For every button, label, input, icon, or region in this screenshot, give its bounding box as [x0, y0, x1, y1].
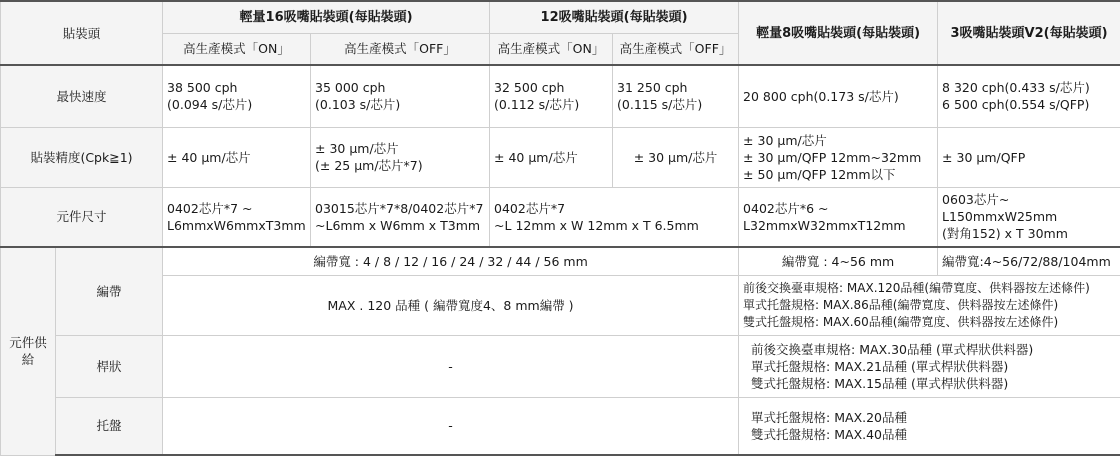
- size-min: 0402芯片*7: [494, 200, 566, 216]
- speed-per-chip: (0.094 s/芯片): [167, 97, 253, 113]
- accuracy-value-qfp-small: ± 50 μm/QFP 12mm以下: [743, 166, 896, 182]
- tape-max-single-tray: 單式托盤規格: MAX.86品種(編帶寬度、供料器按左述條件): [743, 297, 1059, 312]
- stick-double-tray: 雙式托盤規格: MAX.15品種 (單式桿狀供料器): [751, 375, 1009, 391]
- speed-cell-3-nozzle: [938, 65, 1120, 127]
- row-label-speed: 最快速度: [1, 65, 163, 127]
- size-cell-16-on: [163, 187, 311, 247]
- size-min: 0603芯片~: [942, 192, 1010, 208]
- speed-per-chip: (0.103 s/芯片): [315, 97, 401, 113]
- tape-width-main: 編帶寬 : 4 / 8 / 12 / 16 / 24 / 32 / 44 / 56 mm: [163, 247, 739, 275]
- stick-single-tray: 單式托盤規格: MAX.21品種 (單式桿狀供料器): [751, 358, 1009, 374]
- accuracy-cell-16-on: [163, 127, 311, 187]
- size-max: ~L 12mm x W 12mm x T 6.5mm: [494, 217, 699, 233]
- row-label-tray: 托盤: [56, 397, 163, 455]
- corner-header: 貼裝頭: [1, 1, 163, 65]
- speed-value-chip: 8 320 cph(0.433 s/芯片): [942, 80, 1090, 96]
- speed-value: 35 000 cph: [315, 80, 386, 96]
- accuracy-value: ± 30 μm/芯片: [633, 149, 718, 165]
- size-min: 0402芯片*7 ~: [167, 200, 253, 216]
- group-header-3-nozzle: 3吸嘴貼裝頭V2(每貼裝頭): [938, 1, 1120, 65]
- mode-header-16-off: 高生產模式「OFF」: [311, 33, 490, 65]
- size-max: L32mmxW32mmxT12mm: [743, 217, 906, 233]
- stick-main: -: [163, 335, 739, 397]
- row-label-accuracy: 貼裝精度(Cpk≧1): [1, 127, 163, 187]
- accuracy-value-qfp-large: ± 30 μm/QFP 12mm~32mm: [743, 149, 922, 165]
- tray-double-tray: 雙式托盤規格: MAX.40品種: [751, 426, 908, 442]
- accuracy-cell-16-off: [311, 127, 490, 187]
- size-min: 0402芯片*6 ~: [743, 200, 829, 216]
- stick-right: [739, 335, 1120, 397]
- accuracy-value: ± 30 μm/芯片: [315, 141, 399, 156]
- speed-value: 38 500 cph: [167, 80, 238, 96]
- size-cell-16-off: [311, 187, 490, 247]
- mode-header-16-on: 高生產模式「ON」: [163, 33, 311, 65]
- tape-width-8-nozzle: 編帶寬 : 4~56 mm: [739, 247, 938, 275]
- size-max: ~L6mm x W6mm x T3mm: [315, 217, 481, 233]
- speed-cell-16-off: [311, 65, 490, 127]
- tray-main: -: [163, 397, 739, 455]
- size-cell-8-nozzle: [739, 187, 938, 247]
- size-cell-3-nozzle: [938, 187, 1120, 247]
- group-header-16-nozzle: 輕量16吸嘴貼裝頭(每貼裝頭): [163, 1, 490, 33]
- tray-right: [739, 397, 1120, 455]
- tape-max-main: MAX . 120 品種 ( 編帶寬度4、8 mm編帶 ): [163, 275, 739, 335]
- size-max: L150mmxW25mm: [942, 209, 1058, 225]
- speed-value: 32 500 cph: [494, 80, 565, 96]
- accuracy-value-alt: (± 25 μm/芯片*7): [315, 158, 423, 173]
- group-header-12-nozzle: 12吸嘴貼裝頭(每貼裝頭): [490, 1, 739, 33]
- tape-max-right: [739, 275, 1120, 335]
- size-max: L6mmxW6mmxT3mm: [167, 217, 306, 233]
- row-label-tape: 編帶: [56, 247, 163, 335]
- speed-cell-12-on: [490, 65, 613, 127]
- stick-trolley: 前後交換臺車規格: MAX.30品種 (單式桿狀供料器): [751, 341, 1034, 357]
- speed-value: 31 250 cph: [617, 80, 688, 96]
- tape-max-double-tray: 雙式托盤規格: MAX.60品種(編帶寬度、供料器按左述條件): [743, 314, 1059, 329]
- speed-value-qfp: 6 500 cph(0.554 s/QFP): [942, 97, 1090, 113]
- speed-value: 20 800 cph(0.173 s/芯片): [743, 88, 899, 104]
- speed-cell-16-on: [163, 65, 311, 127]
- mode-header-12-off: 高生產模式「OFF」: [613, 33, 739, 65]
- accuracy-value: ± 40 μm/芯片: [494, 149, 578, 165]
- accuracy-cell-12-on: [490, 127, 613, 187]
- accuracy-cell-3-nozzle: [938, 127, 1120, 187]
- speed-cell-8-nozzle: [739, 65, 938, 127]
- accuracy-value-qfp: ± 30 μm/QFP: [942, 149, 1026, 165]
- size-min: 03015芯片*7*8/0402芯片*7: [315, 200, 484, 216]
- accuracy-cell-8-nozzle: [739, 127, 938, 187]
- mode-header-12-on: 高生產模式「ON」: [490, 33, 613, 65]
- row-label-size: 元件尺寸: [1, 187, 163, 247]
- tape-max-trolley: 前後交換臺車規格: MAX.120品種(編帶寬度、供料器按左述條件): [743, 280, 1090, 295]
- tray-single-tray: 單式托盤規格: MAX.20品種: [751, 409, 908, 425]
- row-label-supply: 元件供給: [1, 247, 56, 455]
- group-header-8-nozzle: 輕量8吸嘴貼裝頭(每貼裝頭): [739, 1, 938, 65]
- row-label-stick: 桿狀: [56, 335, 163, 397]
- speed-cell-12-off: [613, 65, 739, 127]
- accuracy-value-chip: ± 30 μm/芯片: [743, 132, 827, 148]
- speed-per-chip: (0.112 s/芯片): [494, 97, 580, 113]
- speed-per-chip: (0.115 s/芯片): [617, 97, 703, 113]
- size-cell-12-nozzle: [490, 187, 739, 247]
- accuracy-cell-12-off: [613, 127, 739, 187]
- tape-width-3-nozzle: 編帶寬:4~56/72/88/104mm: [938, 247, 1120, 275]
- accuracy-value: ± 40 μm/芯片: [167, 149, 251, 165]
- size-height: (對角152) x T 30mm: [942, 226, 1068, 242]
